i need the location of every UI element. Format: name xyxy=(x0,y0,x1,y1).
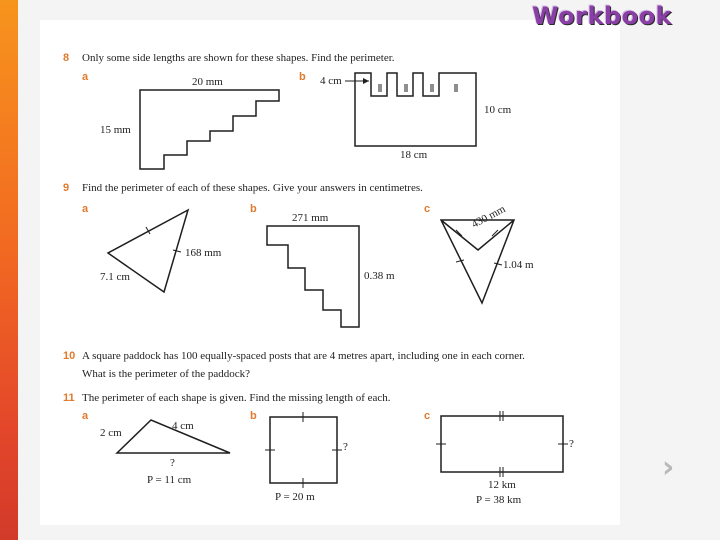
q9-c-label: c xyxy=(424,203,431,215)
q11-c-bottom-length: 12 km xyxy=(488,479,516,491)
q9-c-right-length: 1.04 m xyxy=(503,259,534,271)
q9-a-tick-mark-2 xyxy=(173,250,181,252)
q8-b-tick-marks xyxy=(379,84,457,92)
q11-c-missing-length: ? xyxy=(569,438,574,450)
q8-a-top-length: 20 mm xyxy=(192,76,223,88)
q9-c-top-length: 430 mm xyxy=(469,202,508,231)
q9-a-other-length: 7.1 cm xyxy=(100,271,130,283)
q11-c-label: c xyxy=(424,410,431,422)
q11-a-missing-length: ? xyxy=(170,457,175,469)
q11-number: 11 xyxy=(63,392,75,404)
q8-b-arrowhead xyxy=(363,78,369,84)
q8-b-castle-shape xyxy=(355,73,476,146)
q11-b-missing-length: ? xyxy=(343,441,348,453)
q8-b-label: b xyxy=(299,71,306,83)
q11-b-tick-marks xyxy=(265,412,342,488)
q8-instruction: Only some side lengths are shown for these shapes. Find the perimeter. xyxy=(82,52,395,64)
q9-b-top-length: 271 mm xyxy=(292,212,329,224)
q11-c-tick-marks xyxy=(436,411,568,477)
q11-a-perimeter: P = 11 cm xyxy=(147,474,192,486)
next-slide-chevron-icon[interactable]: › xyxy=(662,450,675,485)
q8-a-label: a xyxy=(82,71,89,83)
q9-instruction: Find the perimeter of each of these shapes. Give your answers in centimetres. xyxy=(82,182,423,194)
q8-b-notch-length: 4 cm xyxy=(320,75,342,87)
q8-a-left-length: 15 mm xyxy=(100,124,131,136)
q8-a-staircase-shape xyxy=(140,90,279,169)
q9-a-label: a xyxy=(82,203,89,215)
q11-a-top-length: 4 cm xyxy=(172,420,194,432)
q10-line-2: What is the perimeter of the paddock? xyxy=(82,368,250,380)
q11-a-left-length: 2 cm xyxy=(100,427,122,439)
q8-number: 8 xyxy=(63,52,70,64)
q11-b-label: b xyxy=(250,410,257,422)
q11-b-square xyxy=(270,417,337,483)
q8-b-bottom-length: 18 cm xyxy=(400,149,428,161)
q9-a-side-length: 168 mm xyxy=(185,247,222,259)
q11-c-perimeter: P = 38 km xyxy=(476,494,522,506)
q9-b-staircase-shape xyxy=(267,226,359,327)
q9-number: 9 xyxy=(63,182,70,194)
workbook-logo: Workbook xyxy=(532,2,673,30)
q10-line-1: A square paddock has 100 equally-spaced posts that are 4 metres apart, including one in each corner. xyxy=(82,350,525,362)
q10-number: 10 xyxy=(63,350,76,362)
q8-b-right-length: 10 cm xyxy=(484,104,512,116)
q9-b-right-length: 0.38 m xyxy=(364,270,395,282)
q11-b-perimeter: P = 20 m xyxy=(275,491,315,503)
q11-instruction: The perimeter of each shape is given. Find the missing length of each. xyxy=(82,392,391,404)
q11-a-label: a xyxy=(82,410,89,422)
q11-c-rectangle xyxy=(441,416,563,472)
q9-b-label: b xyxy=(250,203,257,215)
